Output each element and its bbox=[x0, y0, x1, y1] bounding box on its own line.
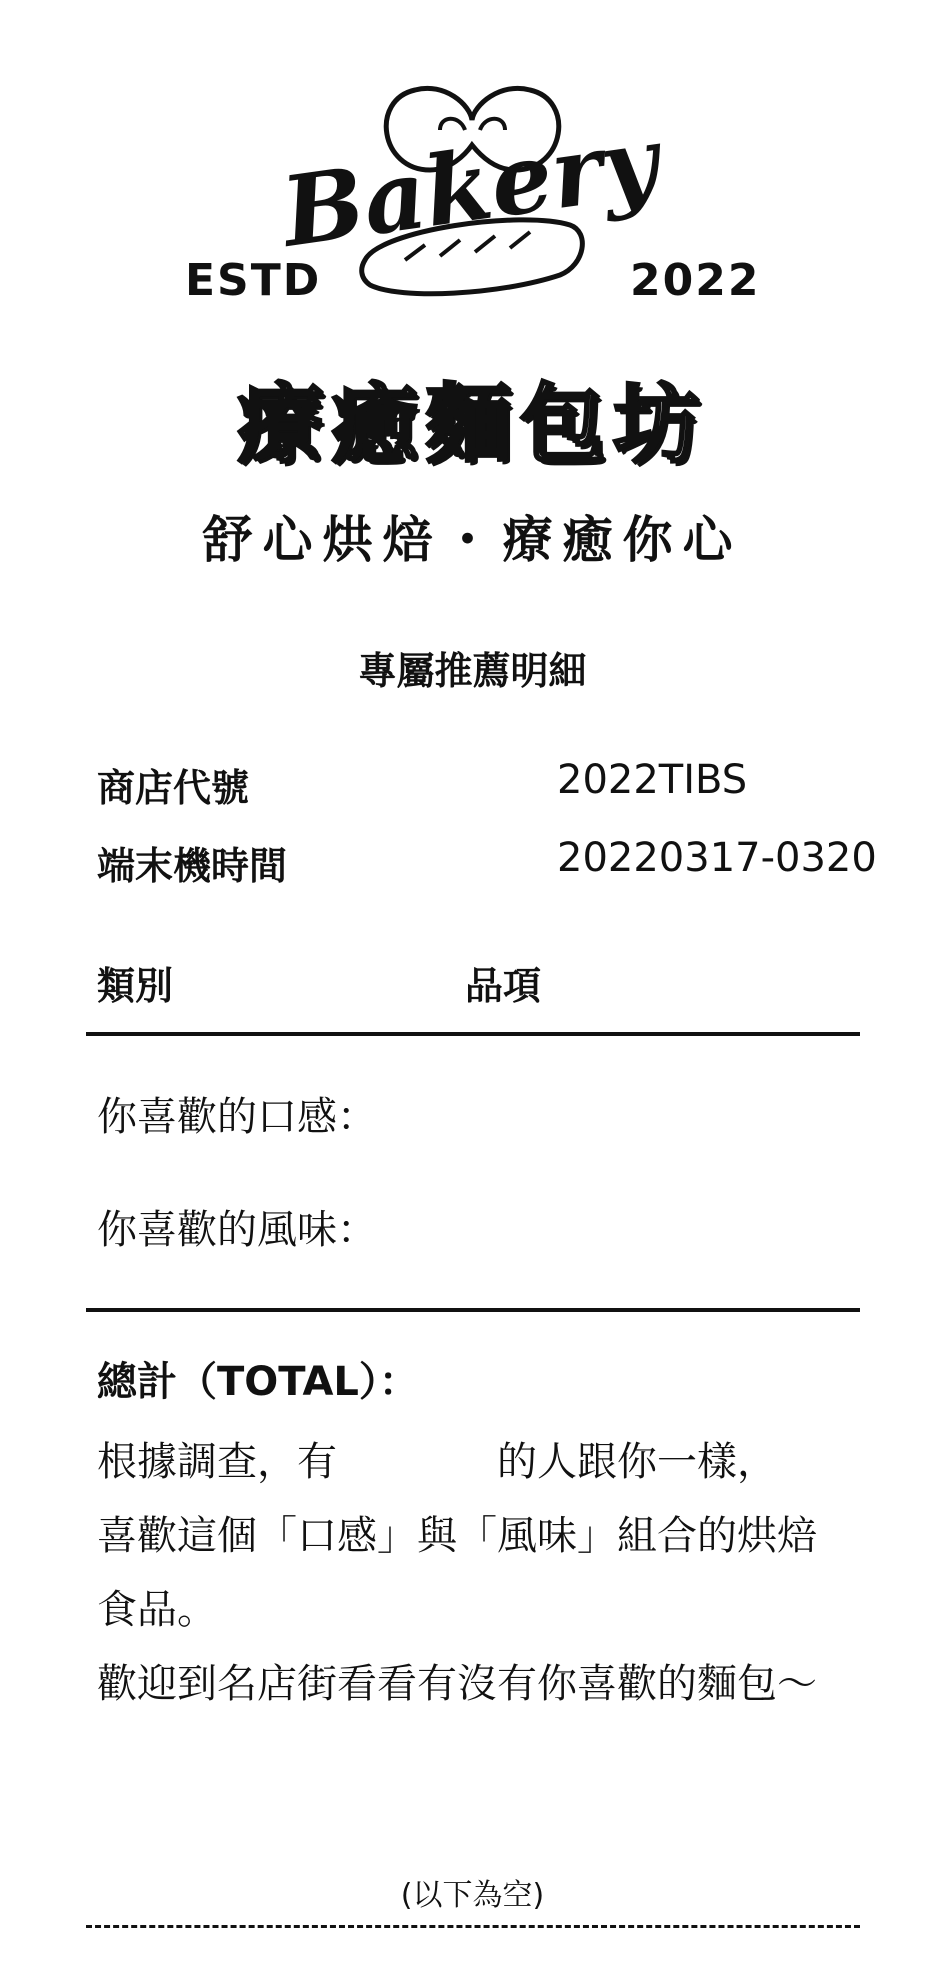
store-code-value: 2022TIBS bbox=[557, 757, 748, 803]
terminal-time-value: 20220317-0320 bbox=[557, 835, 877, 881]
bakery-logo-graphic bbox=[0, 60, 945, 320]
store-code-label: 商店代號 bbox=[97, 766, 250, 810]
summary-line: 食品。 bbox=[97, 1587, 217, 1633]
summary-line: 歡迎到名店街看看有沒有你喜歡的麵包～ bbox=[97, 1661, 817, 1707]
divider bbox=[86, 1032, 860, 1036]
empty-note: (以下為空) bbox=[400, 1878, 545, 1913]
divider bbox=[86, 1308, 860, 1312]
tear-line bbox=[86, 1925, 860, 1928]
summary-line: 根據調查，有 的人跟你一樣， bbox=[97, 1439, 777, 1485]
brand-script: Bakery bbox=[275, 104, 665, 269]
flavor-preference-label: 你喜歡的風味： bbox=[97, 1207, 377, 1253]
estd-label: ESTD bbox=[185, 255, 322, 306]
total-label: 總計（TOTAL）： bbox=[97, 1359, 419, 1405]
shop-name: 療癒麵包坊 bbox=[237, 375, 708, 475]
texture-preference-label: 你喜歡的口感： bbox=[97, 1094, 377, 1140]
column-header-category: 類別 bbox=[97, 964, 174, 1008]
estd-year: 2022 bbox=[630, 255, 761, 306]
receipt-title: 專屬推薦明細 bbox=[358, 649, 587, 693]
column-header-item: 品項 bbox=[465, 964, 542, 1008]
terminal-time-label: 端末機時間 bbox=[97, 844, 288, 888]
summary-line: 喜歡這個「口感」與「風味」組合的烘焙 bbox=[97, 1513, 817, 1559]
bakery-logo bbox=[0, 60, 945, 320]
slogan: 舒心烘焙・療癒你心 bbox=[202, 511, 743, 569]
